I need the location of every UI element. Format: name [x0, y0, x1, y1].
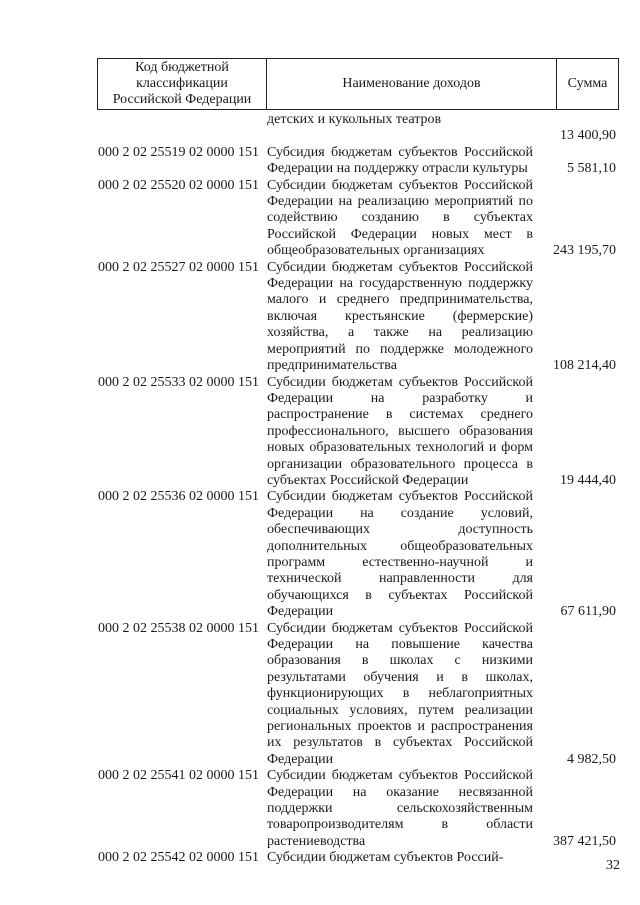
table-row [97, 178, 619, 260]
amount: 387 421,50 [553, 833, 616, 849]
amount: 5 581,10 [567, 161, 616, 177]
table-row [97, 621, 619, 769]
amount: 67 611,90 [560, 604, 616, 620]
budget-code: 000 2 02 25519 02 0000 151 [98, 144, 259, 160]
table-row [97, 260, 619, 375]
table-row [97, 145, 619, 178]
revenue-table [97, 112, 619, 867]
budget-code: 000 2 02 25536 02 0000 151 [98, 489, 259, 505]
budget-code [97, 112, 265, 128]
revenue-name: Субсидия бюджетам субъектов Российской Федерации на поддержку отрасли культуры [267, 144, 533, 177]
table-header [97, 58, 619, 110]
revenue-name: Субсидии бюджетам субъектов Российской Федерации на разработку и распространение в системах среднего профессионального, высшего образования новых образовательных технологий и форм организации образовательного процесса в субъектах Российской Федерации [267, 374, 533, 488]
table-row [97, 112, 619, 128]
header-code-column: Код бюджетной классификации Российской Федерации [112, 60, 252, 107]
amount: 243 195,70 [553, 243, 616, 259]
table-row [97, 489, 619, 620]
header-name-column: Наименование доходов [266, 59, 556, 109]
budget-code: 000 2 02 25520 02 0000 151 [98, 177, 259, 193]
revenue-name [265, 128, 533, 144]
revenue-name: детских и кукольных театров [267, 112, 442, 127]
budget-code: 000 2 02 25527 02 0000 151 [98, 259, 259, 275]
revenue-name: Субсидии бюджетам субъектов Российской Федерации на повышение качества образования в школах с низкими результатами обучения и в школах, функционирующих в неблагоприятных социальных условиях, путем реализации региональных проектов и распространения их результатов в субъектах Российской Федерации [267, 620, 533, 767]
page-number: 32 [606, 858, 620, 873]
amount: 19 444,40 [560, 472, 616, 488]
header-sum-column: Сумма [556, 59, 618, 109]
revenue-name: Субсидии бюджетам субъектов Российской Федерации на реализацию мероприятий по содействию созданию в субъектах Российской Федерации новых мест в общеобразовательных организациях [267, 177, 533, 259]
amount: 4 982,50 [567, 751, 616, 767]
revenue-name: Субсидии бюджетам субъектов Российской Федерации на государственную поддержку малого и среднего предпринимательства, включая крестьянские (фермерские) хозяйства, а также на реализацию мероприятий по поддержке молодежного предпринимательства [267, 259, 533, 374]
revenue-name: Субсидии бюджетам субъектов Россий- [267, 850, 504, 866]
budget-code: 000 2 02 25541 02 0000 151 [98, 768, 259, 784]
table-row [97, 128, 619, 144]
revenue-name: Субсидии бюджетам субъектов Российской Федерации на оказание несвязанной поддержки сельскохозяйственным товаропроизводителям в области растениеводства [267, 768, 533, 849]
amount: 13 400,90 [560, 128, 616, 144]
budget-code [97, 128, 265, 144]
table-row [97, 375, 619, 490]
budget-code: 000 2 02 25533 02 0000 151 [98, 374, 259, 390]
budget-code: 000 2 02 25538 02 0000 151 [98, 620, 259, 636]
table-row [97, 850, 619, 866]
revenue-name: Субсидии бюджетам субъектов Российской Федерации на создание условий, обеспечивающих доступность дополнительных общеобразовательных программ естественно-научной и технической направленности для обучающихся в субъектах Российской Федерации [267, 489, 533, 620]
budget-code: 000 2 02 25542 02 0000 151 [98, 850, 259, 866]
amount: 108 214,40 [553, 358, 616, 374]
table-row [97, 768, 619, 850]
